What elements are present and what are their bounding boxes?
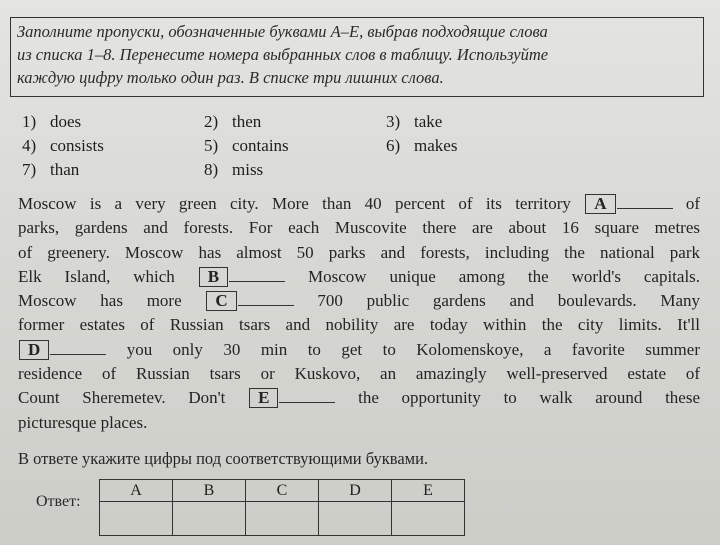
gap-b-box: B: [199, 267, 228, 287]
instruction-line: каждую цифру только один раз. В списке три лишних слова.: [17, 68, 444, 87]
gap-a-box: A: [585, 194, 615, 214]
answer-col-header: E: [392, 480, 465, 502]
answer-cell-a[interactable]: [100, 502, 173, 536]
gap-c-box: C: [206, 291, 236, 311]
option-word: consists: [50, 136, 104, 155]
option-item: 6) makes: [386, 136, 458, 155]
option-item: 4) consists: [22, 136, 104, 155]
passage-line: residence of Russian tsars or Kuskovo, an amazingly well-preserved estate of: [18, 364, 700, 384]
option-item: 8) miss: [204, 160, 264, 179]
option-item: 7) than: [22, 160, 80, 179]
answer-header-row: [100, 480, 465, 502]
option-item: 2) then: [204, 112, 262, 131]
gap-d-box: D: [19, 340, 49, 360]
answer-table: [99, 479, 465, 536]
passage-line: parks, gardens and forests. For each Muscovite there are about 16 square metres: [18, 218, 700, 238]
option-word: take: [414, 112, 443, 131]
option-word: does: [50, 112, 82, 131]
passage-line: Moscow has more C 700 public gardens and boulevards. Many: [18, 291, 701, 311]
option-item: 5) contains: [204, 136, 289, 155]
option-word: miss: [232, 160, 264, 179]
answer-label: Ответ:: [36, 493, 81, 510]
gap-e-box: E: [249, 388, 278, 408]
answer-col-header: A: [100, 480, 173, 502]
option-item: 3) take: [386, 112, 443, 131]
passage-line: Count Sheremetev. Don't E the opportunity to walk around these: [18, 388, 701, 408]
option-item: 1) does: [22, 112, 82, 131]
instruction-line: из списка 1–8. Перенесите номера выбранных слов в таблицу. Используйте: [17, 45, 549, 64]
passage-line: Elk Island, which B Moscow unique among the world's capitals.: [18, 266, 701, 286]
answer-value-row: [100, 502, 465, 536]
passage-line: D you only 30 min to get to Kolomenskoye, a favorite summer: [18, 338, 700, 362]
answer-col-header: C: [246, 480, 319, 502]
answer-cell-b[interactable]: [173, 502, 246, 536]
option-word: then: [232, 112, 262, 131]
passage-line: Moscow is a very green city. More than 40 percent of its territory A of: [18, 194, 701, 213]
gap-e-blank[interactable]: [279, 388, 335, 403]
passage-line: former estates of Russian tsars and nobility are today within the city limits. It'll: [18, 315, 700, 335]
gap-d-blank[interactable]: [50, 340, 106, 355]
gap-a-blank[interactable]: [617, 194, 673, 209]
option-word: than: [50, 160, 80, 179]
option-word: contains: [232, 136, 289, 155]
answer-cell-c[interactable]: [246, 502, 319, 536]
answer-cell-e[interactable]: [392, 502, 465, 536]
option-word: makes: [414, 136, 458, 155]
passage-line: picturesque places.: [18, 412, 148, 432]
passage-text: [18, 192, 700, 435]
instruction-box: [10, 17, 704, 97]
gap-c-blank[interactable]: [238, 291, 294, 306]
answer-col-header: D: [319, 480, 392, 502]
gap-b-blank[interactable]: [229, 267, 285, 282]
instruction-line: Заполните пропуски, обозначенные буквами A–E, выбрав подходящие слова: [17, 22, 548, 41]
passage-line: of greenery. Moscow has almost 50 parks and forests, including the national park: [18, 242, 700, 262]
answer-instruction: В ответе укажите цифры под соответствующими буквами.: [18, 449, 429, 468]
answer-cell-d[interactable]: [319, 502, 392, 536]
answer-col-header: B: [173, 480, 246, 502]
